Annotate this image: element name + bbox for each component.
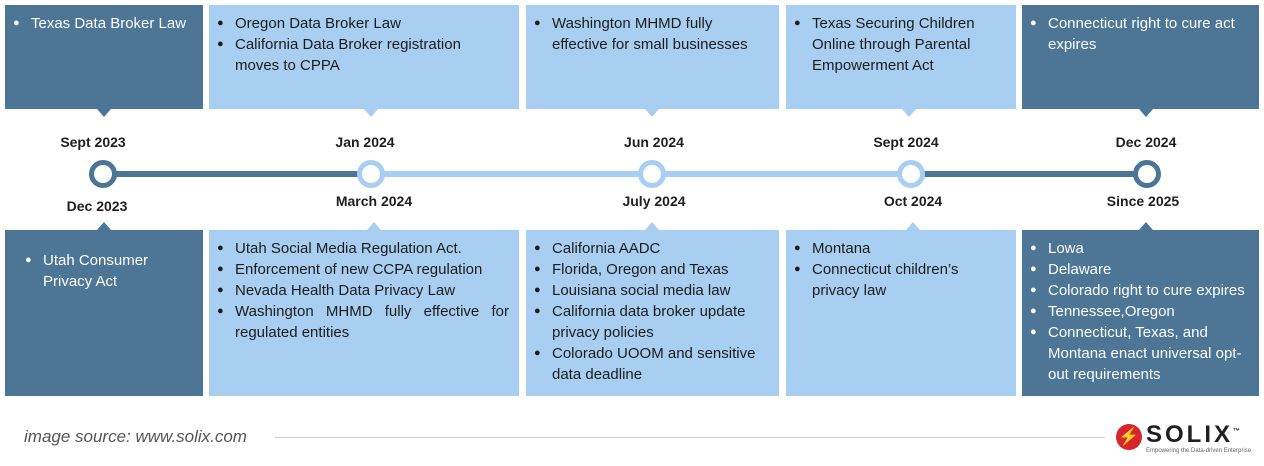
timeline-segment — [911, 171, 1147, 177]
timeline-node — [1133, 160, 1161, 188]
timeline-node — [89, 160, 117, 188]
date-label-top: Sept 2023 — [60, 134, 126, 150]
milestone-item: ● Oregon Data Broker Law — [217, 13, 509, 34]
milestone-item: ● Colorado UOOM and sensitive data deadline — [534, 343, 769, 385]
milestone-item: ● Montana — [794, 238, 1006, 259]
milestone-item: ● California Data Broker registration moves to CPPA — [217, 34, 509, 76]
milestone-item: ● California data broker update privacy policies — [534, 301, 769, 343]
milestone-box-top-5 — [1022, 5, 1259, 109]
milestone-box-bottom-1 — [5, 230, 203, 396]
milestone-item: ● Connecticut right to cure act expires — [1030, 13, 1249, 55]
milestone-box-bottom-2 — [209, 230, 519, 396]
timeline-segment — [103, 171, 371, 177]
date-label-top: Jan 2024 — [335, 134, 395, 150]
milestone-item: ● Nevada Health Data Privacy Law — [217, 280, 509, 301]
box-pointer — [645, 222, 659, 230]
date-label-bottom: Oct 2024 — [883, 193, 943, 209]
date-label-top: Jun 2024 — [624, 134, 684, 150]
milestone-item: ● Florida, Oregon and Texas — [534, 259, 769, 280]
milestone-item: ● Louisiana social media law — [534, 280, 769, 301]
timeline-node — [638, 160, 666, 188]
milestone-box-bottom-5 — [1022, 230, 1259, 396]
timeline-node — [897, 160, 925, 188]
milestone-item: ● Tennessee,Oregon — [1030, 301, 1249, 322]
date-label-top: Sept 2024 — [873, 134, 939, 150]
box-pointer — [902, 109, 916, 117]
lightning-bolt-icon: ⚡ — [1116, 424, 1142, 450]
date-label-bottom: March 2024 — [335, 193, 413, 209]
solix-logo — [1116, 420, 1252, 460]
logo-wordmark: SOLIX — [1146, 421, 1234, 448]
milestone-item: ● Washington MHMD fully effective for small businesses — [534, 13, 769, 55]
milestone-item: ● Connecticut children’s privacy law — [794, 259, 1006, 301]
milestone-item: ● Utah Social Media Regulation Act. — [217, 238, 509, 259]
image-source-caption: image source: www.solix.com — [24, 427, 247, 446]
box-pointer — [1139, 222, 1153, 230]
milestone-box-bottom-4 — [786, 230, 1016, 396]
milestone-item: ● Lowa — [1030, 238, 1249, 259]
box-pointer — [645, 109, 659, 117]
milestone-box-bottom-3 — [526, 230, 779, 396]
box-pointer — [1139, 109, 1153, 117]
footer-divider — [275, 437, 1105, 438]
milestone-item: ● Texas Data Broker Law — [13, 13, 193, 34]
date-label-bottom: Since 2025 — [1106, 193, 1180, 209]
milestone-box-top-4 — [786, 5, 1016, 109]
date-label-bottom: July 2024 — [622, 193, 686, 209]
milestone-item: ● Washington MHMD fully effective for regulated entities — [217, 301, 509, 343]
milestone-item: ● Delaware — [1030, 259, 1249, 280]
trademark-symbol: ™ — [1233, 428, 1241, 435]
milestone-box-top-1 — [5, 5, 203, 109]
milestone-item: ● California AADC — [534, 238, 769, 259]
box-pointer — [906, 222, 920, 230]
milestone-item: ● Colorado right to cure expires — [1030, 280, 1249, 301]
milestone-item: ● Texas Securing Children Online through Parental Empowerment Act — [794, 13, 1006, 76]
milestone-item: ● Utah Consumer Privacy Act — [25, 250, 193, 292]
box-pointer — [364, 109, 378, 117]
milestone-box-top-2 — [209, 5, 519, 109]
logo-tagline: Empowering the Data-driven Enterprise — [1146, 448, 1252, 454]
box-pointer — [367, 222, 381, 230]
milestone-item: ● Enforcement of new CCPA regulation — [217, 259, 509, 280]
box-pointer — [97, 222, 111, 230]
box-pointer — [97, 109, 111, 117]
date-label-bottom: Dec 2023 — [66, 198, 128, 214]
timeline-node — [357, 160, 385, 188]
milestone-item: ● Connecticut, Texas, and Montana enact universal opt-out requirements — [1030, 322, 1249, 385]
milestone-box-top-3 — [526, 5, 779, 109]
date-label-top: Dec 2024 — [1115, 134, 1177, 150]
